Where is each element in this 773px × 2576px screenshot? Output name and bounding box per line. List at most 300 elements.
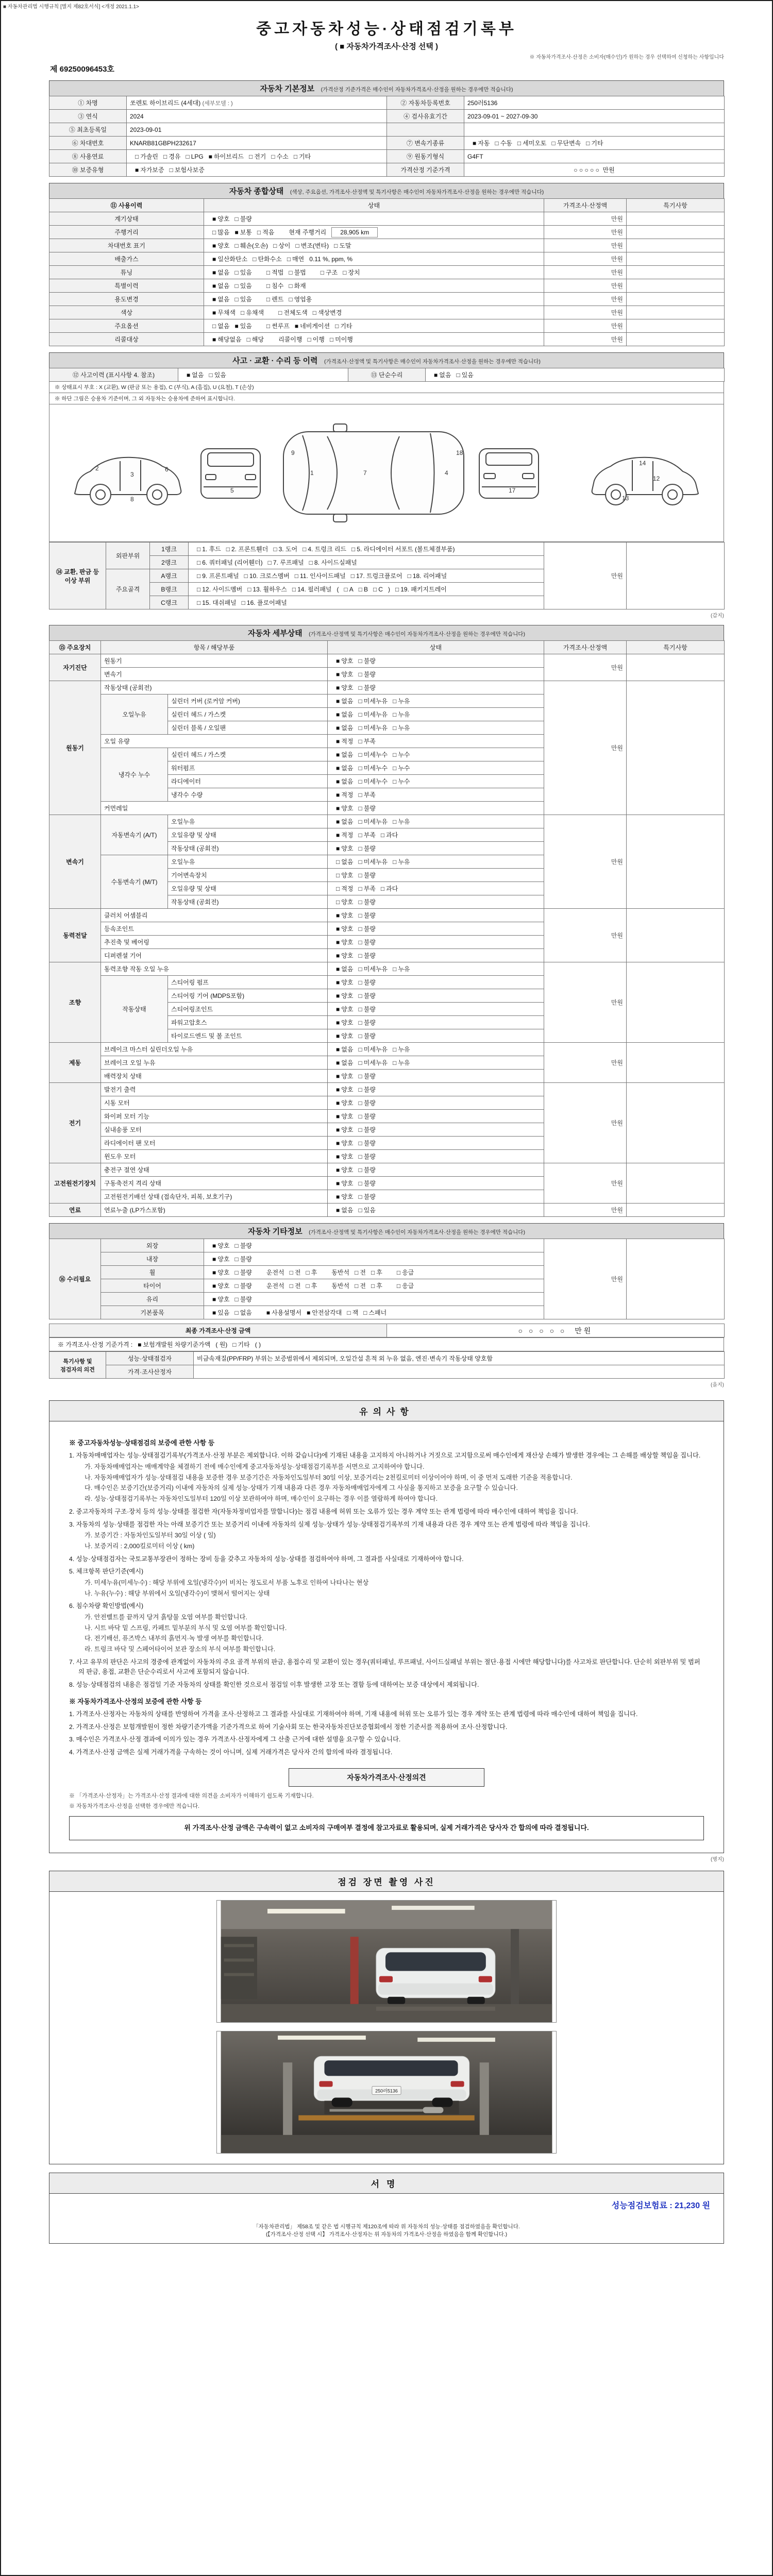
checkbox-mark: □ — [358, 724, 362, 732]
checkbox-label: 부족 — [363, 885, 376, 892]
remark-col-header: 특기사항 — [627, 199, 725, 212]
checkbox-불량[interactable] — [353, 991, 375, 1000]
checkbox-미세누유[interactable] — [353, 857, 388, 866]
checkbox-전[interactable] — [349, 1268, 366, 1277]
checkbox-자동[interactable] — [467, 139, 490, 147]
checkbox-mark: □ — [358, 1207, 362, 1214]
checkbox-부족[interactable] — [353, 737, 375, 745]
checkbox-불량[interactable] — [353, 1098, 375, 1107]
checkbox-스패너[interactable] — [358, 1308, 386, 1317]
checkbox-7. 루프패널[interactable] — [263, 558, 304, 567]
checkbox-9. 프론트패널[interactable] — [192, 571, 239, 580]
checkbox-불량[interactable] — [353, 844, 375, 853]
checkbox-양호[interactable] — [331, 991, 353, 1000]
checkbox-있음[interactable] — [229, 281, 251, 290]
checkbox-보험사보증[interactable] — [164, 165, 205, 174]
checkbox-13. 휠하우스[interactable] — [242, 585, 287, 594]
usage-history-row — [49, 226, 725, 239]
checkbox-없음[interactable] — [207, 268, 229, 277]
state-cell — [328, 1083, 544, 1096]
checkbox-침수[interactable] — [261, 281, 283, 290]
checkbox-A[interactable] — [339, 586, 354, 593]
checkbox-적정[interactable] — [331, 737, 353, 745]
checkbox-누유[interactable] — [388, 1045, 410, 1054]
checkbox-사용설명서[interactable] — [261, 1308, 301, 1317]
checkbox-양호[interactable] — [331, 804, 353, 812]
checkbox-label: 미세누유 — [363, 1059, 388, 1066]
checkbox-양호[interactable] — [331, 670, 353, 679]
checkbox-경유[interactable] — [158, 152, 180, 161]
checkbox-누수[interactable] — [388, 777, 410, 786]
checkbox-mark: □ — [241, 599, 245, 606]
checkbox-양호[interactable] — [331, 683, 353, 692]
state-cell — [204, 252, 544, 266]
checkbox-불량[interactable] — [353, 1125, 375, 1134]
checkbox-양호[interactable] — [331, 1031, 353, 1040]
checkbox-5. 라디에이터 서포트 (볼트체결부품)[interactable] — [346, 545, 455, 553]
checkbox-적정[interactable] — [331, 790, 353, 799]
checkbox-적정[interactable] — [331, 831, 353, 839]
item-label: 실린더 블록 / 오일팬 — [168, 721, 328, 735]
checkbox-미세누유[interactable] — [353, 1058, 388, 1067]
notice-sub-item: 나. 보증거리 : 2,000킬로미터 이상 ( km) — [85, 1542, 195, 1550]
remark-cell — [627, 293, 725, 306]
section-basic-info — [49, 80, 724, 177]
checkbox-누유[interactable] — [388, 710, 410, 719]
checkbox-label: 없음 — [217, 269, 230, 276]
checkbox-10. 크로스멤버[interactable] — [239, 571, 290, 580]
opinion-row — [49, 1365, 725, 1379]
checkbox-3. 도어[interactable] — [268, 545, 297, 553]
checkbox-썬루프[interactable] — [261, 321, 290, 330]
checkbox-없음[interactable] — [429, 370, 451, 379]
checkbox-mark: ■ — [336, 698, 340, 705]
checkbox-label: 없음 — [341, 965, 354, 973]
checkbox-label: 양호 — [341, 845, 354, 852]
checkbox-있음[interactable] — [353, 1206, 375, 1214]
checkbox-있음[interactable] — [229, 321, 251, 330]
item-label: 특별이력 — [49, 279, 204, 293]
checkbox-후[interactable] — [366, 1281, 382, 1290]
checkbox-불량[interactable] — [229, 1295, 251, 1303]
checkbox-누유[interactable] — [388, 817, 410, 826]
checkbox-양호[interactable] — [331, 1152, 353, 1161]
checkbox-16. 플로어패널[interactable] — [237, 598, 287, 607]
checkbox-부족[interactable] — [353, 831, 375, 839]
checkbox-양호[interactable] — [331, 911, 353, 920]
checkbox-안전삼각대[interactable] — [301, 1308, 342, 1317]
checkbox-mark: □ — [358, 1006, 362, 1013]
checkbox-미세누유[interactable] — [353, 697, 388, 705]
checkbox-양호[interactable] — [207, 1255, 229, 1263]
checkbox-양호[interactable] — [207, 1295, 229, 1303]
checkbox-전기[interactable] — [244, 152, 266, 161]
engine-type-label: ⑨ 원동기형식 — [387, 150, 464, 163]
item-label: 브레이크 마스터 실린더오일 누유 — [101, 1043, 328, 1056]
checkbox-label: 부족 — [363, 791, 376, 799]
checkbox-없음[interactable] — [331, 857, 353, 866]
checkbox-label: 9. 프론트패널 — [202, 572, 239, 580]
checkbox-적음[interactable] — [252, 228, 274, 236]
item-label: 기본품목 — [101, 1306, 204, 1319]
checkbox-없음[interactable] — [181, 370, 204, 379]
checkbox-기타[interactable] — [289, 152, 311, 161]
checkbox-기타[interactable] — [227, 1340, 249, 1349]
checkbox-4. 트렁크 리드[interactable] — [297, 545, 346, 553]
checkbox-있음[interactable] — [451, 370, 473, 379]
checkbox-mark: □ — [358, 1166, 362, 1174]
checkbox-보험개발원 차량기준가액[interactable] — [132, 1340, 210, 1349]
remark-cell — [627, 226, 725, 239]
checkbox-label: 불량 — [363, 992, 376, 999]
checkbox-양호[interactable] — [331, 978, 353, 987]
checkbox-불량[interactable] — [353, 978, 375, 987]
checkbox-매연[interactable] — [282, 255, 304, 263]
checkbox-없음[interactable] — [207, 321, 229, 330]
checkbox-mark: □ — [407, 572, 411, 580]
notice-sub-item: 가. 안전벨트를 끝까지 당겨 흙탕물 오염 여부를 확인합니다. — [85, 1613, 247, 1621]
checkbox-양호[interactable] — [207, 1268, 229, 1277]
checkbox-변조(변타)[interactable] — [291, 241, 329, 250]
checkbox-mark: ■ — [336, 1140, 340, 1147]
checkbox-mark: □ — [335, 323, 339, 330]
checkbox-도말[interactable] — [329, 241, 351, 250]
checkbox-양호[interactable] — [207, 241, 229, 250]
checkbox-없음[interactable] — [331, 964, 353, 973]
checkbox-8. 사이드실패널[interactable] — [304, 558, 357, 567]
checkbox-label: 7. 루프패널 — [273, 559, 304, 566]
checkbox-양호[interactable] — [331, 1139, 353, 1147]
checkbox-없음[interactable] — [331, 777, 353, 786]
checkbox-네비게이션[interactable] — [290, 321, 330, 330]
checkbox-적법[interactable] — [261, 268, 283, 277]
checkbox-C[interactable] — [368, 586, 383, 593]
checkbox-양호[interactable] — [331, 1192, 353, 1201]
year-label: ③ 연식 — [49, 110, 127, 123]
checkbox-훼손(오손)[interactable] — [229, 241, 268, 250]
checkbox-양호[interactable] — [331, 1072, 353, 1080]
checkbox-불량[interactable] — [353, 804, 375, 812]
remark-cell — [627, 1083, 725, 1163]
checkbox-불량[interactable] — [353, 1018, 375, 1027]
price-cell: 만원 — [544, 239, 627, 252]
checkbox-양호[interactable] — [331, 1125, 353, 1134]
notice-sub-item: 가. 자동차매매업자는 매매계약을 체결하기 전에 매수인에게 중고자동차성능·상태점검기록부를 서면으로 고지하여야 합니다. — [85, 1463, 425, 1471]
diagram-zone-number: 8 — [130, 496, 134, 503]
checkbox-불량[interactable] — [353, 1112, 375, 1121]
checkbox-있음[interactable] — [207, 1308, 229, 1317]
checkbox-불량[interactable] — [229, 1268, 251, 1277]
checkbox-구조[interactable] — [315, 268, 338, 277]
checkbox-보통[interactable] — [229, 228, 251, 236]
checkbox-유채색[interactable] — [236, 308, 264, 317]
checkbox-기타[interactable] — [330, 321, 352, 330]
checkbox-불량[interactable] — [353, 924, 375, 933]
section-title: 자동차 기타정보 — [248, 1227, 303, 1236]
checkbox-해당없음[interactable] — [207, 335, 242, 344]
item-label: 실린더 커버 (로커암 커버) — [168, 694, 328, 708]
checkbox-12. 사이드멤버[interactable] — [192, 585, 242, 594]
checkbox-양호[interactable] — [207, 1281, 229, 1290]
price-cell: 만원 — [544, 654, 627, 681]
checkbox-불량[interactable] — [229, 1255, 251, 1263]
checkbox-미이행[interactable] — [325, 335, 353, 344]
rank-items — [189, 556, 544, 569]
checkbox-14. 필러패널[interactable] — [287, 585, 332, 594]
checkbox-없음[interactable] — [229, 1308, 251, 1317]
checkbox-label: 없음 — [439, 371, 451, 379]
checkbox-mark: □ — [234, 1296, 239, 1303]
checkbox-없음[interactable] — [331, 697, 353, 705]
checkbox-있음[interactable] — [229, 295, 251, 303]
checkbox-미세누수[interactable] — [353, 764, 388, 772]
checkbox-mark: □ — [186, 153, 190, 160]
checkbox-가솔린[interactable] — [130, 152, 158, 161]
checkbox-label: 양호 — [341, 805, 354, 812]
device-label: 연료 — [49, 1204, 101, 1217]
checkbox-후[interactable] — [301, 1281, 317, 1290]
checkbox-양호[interactable] — [331, 897, 353, 906]
checkbox-누수[interactable] — [388, 750, 410, 759]
checkbox-mark: □ — [358, 845, 362, 852]
checkbox-불량[interactable] — [229, 1241, 251, 1250]
checkbox-후[interactable] — [301, 1268, 317, 1277]
checkbox-불량[interactable] — [353, 670, 375, 679]
checkbox-무단변속[interactable] — [547, 139, 581, 147]
detail-row — [49, 1163, 725, 1177]
checkbox-불량[interactable] — [353, 1139, 375, 1147]
notice-item: 8. 성능·상태점검의 내용은 점검일 기준 자동차의 상태를 확인한 것으로서 점검일 이후 발생한 고장 또는 결함 등에 대하여는 보증 대상에서 제외됩니다. — [69, 1681, 479, 1688]
checkbox-label: 스패너 — [368, 1309, 387, 1316]
checkbox-양호[interactable] — [331, 1179, 353, 1188]
checkbox-없음[interactable] — [331, 817, 353, 826]
checkbox-적정[interactable] — [331, 884, 353, 893]
checkbox-누유[interactable] — [388, 697, 410, 705]
checkbox-label: 유채색 — [246, 309, 264, 316]
checkbox-mark: □ — [358, 979, 362, 986]
checkbox-mark: □ — [396, 1282, 401, 1290]
checkbox-불량[interactable] — [353, 1005, 375, 1013]
checkbox-과다[interactable] — [376, 884, 398, 893]
checkbox-mark: ■ — [336, 818, 340, 825]
checkbox-양호[interactable] — [331, 656, 353, 665]
checkbox-불량[interactable] — [353, 951, 375, 960]
checkbox-불량[interactable] — [353, 1165, 375, 1174]
checkbox-이행[interactable] — [302, 335, 324, 344]
checkbox-미세누유[interactable] — [353, 964, 388, 973]
checkbox-label: 부족 — [363, 738, 376, 745]
checkbox-없음[interactable] — [331, 1058, 353, 1067]
checkbox-mark: □ — [358, 765, 362, 772]
checkbox-탄화수소[interactable] — [247, 255, 282, 263]
remark-cell — [627, 681, 725, 815]
value-box: 28,905 km — [331, 227, 378, 238]
checkbox-불량[interactable] — [229, 1281, 251, 1290]
checkbox-양호[interactable] — [331, 938, 353, 946]
checkbox-화재[interactable] — [283, 281, 306, 290]
checkbox-양호[interactable] — [331, 1085, 353, 1094]
checkbox-전[interactable] — [349, 1281, 366, 1290]
checkbox-2. 프론트휀더[interactable] — [221, 545, 268, 553]
checkbox-부족[interactable] — [353, 884, 375, 893]
checkbox-없음[interactable] — [331, 710, 353, 719]
checkbox-미세누유[interactable] — [353, 710, 388, 719]
state-cell — [328, 1043, 544, 1056]
checkbox-일산화탄소[interactable] — [207, 255, 247, 263]
checkbox-없음[interactable] — [207, 281, 229, 290]
checkbox-B[interactable] — [354, 586, 368, 593]
checkbox-없음[interactable] — [331, 1045, 353, 1054]
checkbox-상이[interactable] — [268, 241, 290, 250]
checkbox-전체도색[interactable] — [273, 308, 308, 317]
checkbox-전[interactable] — [284, 1268, 301, 1277]
state-cell — [328, 989, 544, 1003]
checkbox-양호[interactable] — [331, 844, 353, 853]
checkbox-불량[interactable] — [353, 1192, 375, 1201]
checkbox-불량[interactable] — [353, 897, 375, 906]
checkbox-label: 없음 — [341, 711, 354, 718]
checkbox-불량[interactable] — [353, 656, 375, 665]
checkbox-label: 부족 — [363, 832, 376, 839]
checkbox-mark: □ — [289, 1269, 293, 1276]
checkbox-없음[interactable] — [331, 764, 353, 772]
checkbox-수소[interactable] — [266, 152, 288, 161]
checkbox-미세누유[interactable] — [353, 723, 388, 732]
checkbox-해당[interactable] — [242, 335, 264, 344]
checkbox-없음[interactable] — [207, 295, 229, 303]
state-cell — [328, 668, 544, 681]
checkbox-미세누유[interactable] — [353, 817, 388, 826]
checkbox-없음[interactable] — [331, 750, 353, 759]
checkbox-mark: ■ — [336, 1207, 340, 1214]
checkbox-양호[interactable] — [331, 1165, 353, 1174]
section-note: (가격조사·산정액 및 특기사항은 매수인이 자동차가격조사·산정을 원하는 경우에만 적습니다) — [324, 359, 541, 365]
checkbox-색상변경[interactable] — [308, 308, 342, 317]
checkbox-양호[interactable] — [331, 924, 353, 933]
checkbox-불량[interactable] — [353, 871, 375, 879]
checkbox-15. 대쉬패널[interactable] — [192, 598, 237, 607]
etc-row — [49, 1239, 725, 1252]
checkbox-11. 인사이드패널[interactable] — [290, 571, 346, 580]
checkbox-장치[interactable] — [338, 268, 360, 277]
state-cell — [204, 319, 544, 333]
checkbox-없음[interactable] — [331, 1206, 353, 1214]
checkbox-누수[interactable] — [388, 764, 410, 772]
checkbox-label: 누유 — [398, 1059, 410, 1066]
checkbox-양호[interactable] — [331, 1112, 353, 1121]
checkbox-렌트[interactable] — [261, 295, 283, 303]
checkbox-응급[interactable] — [392, 1268, 414, 1277]
checkbox-label: 14. 필러패널 — [297, 586, 332, 593]
checkbox-label: 양호 — [341, 1193, 354, 1200]
state-cell — [204, 239, 544, 252]
checkbox-미세누유[interactable] — [353, 1045, 388, 1054]
checkbox-누유[interactable] — [388, 723, 410, 732]
checkbox-자가보증[interactable] — [130, 165, 164, 174]
checkbox-1. 후드[interactable] — [192, 545, 221, 553]
engine-type-value: G4FT — [464, 150, 725, 163]
checkbox-label: 많음 — [217, 228, 230, 236]
checkbox-양호[interactable] — [331, 1018, 353, 1027]
checkbox-19. 패키지트레이[interactable] — [390, 585, 447, 594]
checkbox-응급[interactable] — [392, 1281, 414, 1290]
checkbox-있음[interactable] — [204, 370, 226, 379]
signature-body — [49, 2194, 724, 2243]
checkbox-기타[interactable] — [581, 139, 603, 147]
checkbox-mark: □ — [273, 546, 277, 553]
checkbox-양호[interactable] — [331, 1005, 353, 1013]
item-label: 튜닝 — [49, 266, 204, 279]
checkbox-label: 불량 — [363, 684, 376, 691]
checkbox-누유[interactable] — [388, 964, 410, 973]
checkbox-누유[interactable] — [388, 1058, 410, 1067]
checkbox-양호[interactable] — [207, 1241, 229, 1250]
checkbox-양호[interactable] — [331, 1098, 353, 1107]
checkbox-수동[interactable] — [490, 139, 512, 147]
checkbox-17. 트렁크플로어[interactable] — [346, 571, 402, 580]
checkbox-양호[interactable] — [331, 951, 353, 960]
legal-line-1: 「자동차관리법」 제58조 및 같은 법 시행규칙 제120조에 따라 위 자동차의 성능·상태를 점검하였음을 확인합니다. — [253, 2223, 520, 2230]
checkbox-많음[interactable] — [207, 228, 229, 236]
checkbox-불량[interactable] — [353, 1152, 375, 1161]
checkbox-mark: ■ — [336, 992, 340, 999]
checkbox-불량[interactable] — [353, 683, 375, 692]
checkbox-18. 리어패널[interactable] — [402, 571, 447, 580]
checkbox-무채색[interactable] — [207, 308, 236, 317]
checkbox-LPG[interactable] — [180, 153, 203, 160]
checkbox-mark: □ — [232, 1341, 237, 1348]
checkbox-미세누수[interactable] — [353, 777, 388, 786]
checkbox-mark: □ — [358, 1180, 362, 1187]
checkbox-불량[interactable] — [229, 214, 251, 223]
price-cell: 만원 — [544, 293, 627, 306]
checkbox-세미오토[interactable] — [512, 139, 547, 147]
checkbox-불량[interactable] — [353, 1031, 375, 1040]
checkbox-미세누수[interactable] — [353, 750, 388, 759]
checkbox-누유[interactable] — [388, 857, 410, 866]
checkbox-하이브리드[interactable] — [204, 152, 244, 161]
state-cell — [328, 681, 544, 694]
checkbox-불량[interactable] — [353, 938, 375, 946]
detail-row — [49, 1204, 725, 1217]
checkbox-불량[interactable] — [353, 1179, 375, 1188]
device-col-header: ⑮ 주요장치 — [49, 641, 101, 654]
checkbox-불량[interactable] — [353, 1072, 375, 1080]
checkbox-부족[interactable] — [353, 790, 375, 799]
checkbox-영업용[interactable] — [283, 295, 312, 303]
checkbox-불량[interactable] — [353, 1085, 375, 1094]
checkbox-label: 양호 — [341, 979, 354, 986]
checkbox-전[interactable] — [284, 1281, 301, 1290]
checkbox-양호[interactable] — [331, 871, 353, 879]
checkbox-불량[interactable] — [353, 911, 375, 920]
checkbox-없음[interactable] — [331, 723, 353, 732]
checkbox-6. 쿼터패널 (리어휀더)[interactable] — [192, 558, 263, 567]
checkbox-불법[interactable] — [283, 268, 306, 277]
checkbox-후[interactable] — [366, 1268, 382, 1277]
checkbox-mark: □ — [373, 586, 377, 593]
checkbox-과다[interactable] — [376, 831, 398, 839]
checkbox-label: 보험사보증 — [174, 166, 205, 174]
checkbox-양호[interactable] — [207, 214, 229, 223]
checkbox-mark: ■ — [336, 1099, 340, 1107]
checkbox-잭[interactable] — [342, 1308, 358, 1317]
basic-info-table — [49, 96, 725, 177]
state-cell — [328, 1204, 544, 1217]
checkbox-있음[interactable] — [229, 268, 251, 277]
rank-items — [189, 569, 544, 583]
checkbox-mark: □ — [393, 711, 397, 718]
